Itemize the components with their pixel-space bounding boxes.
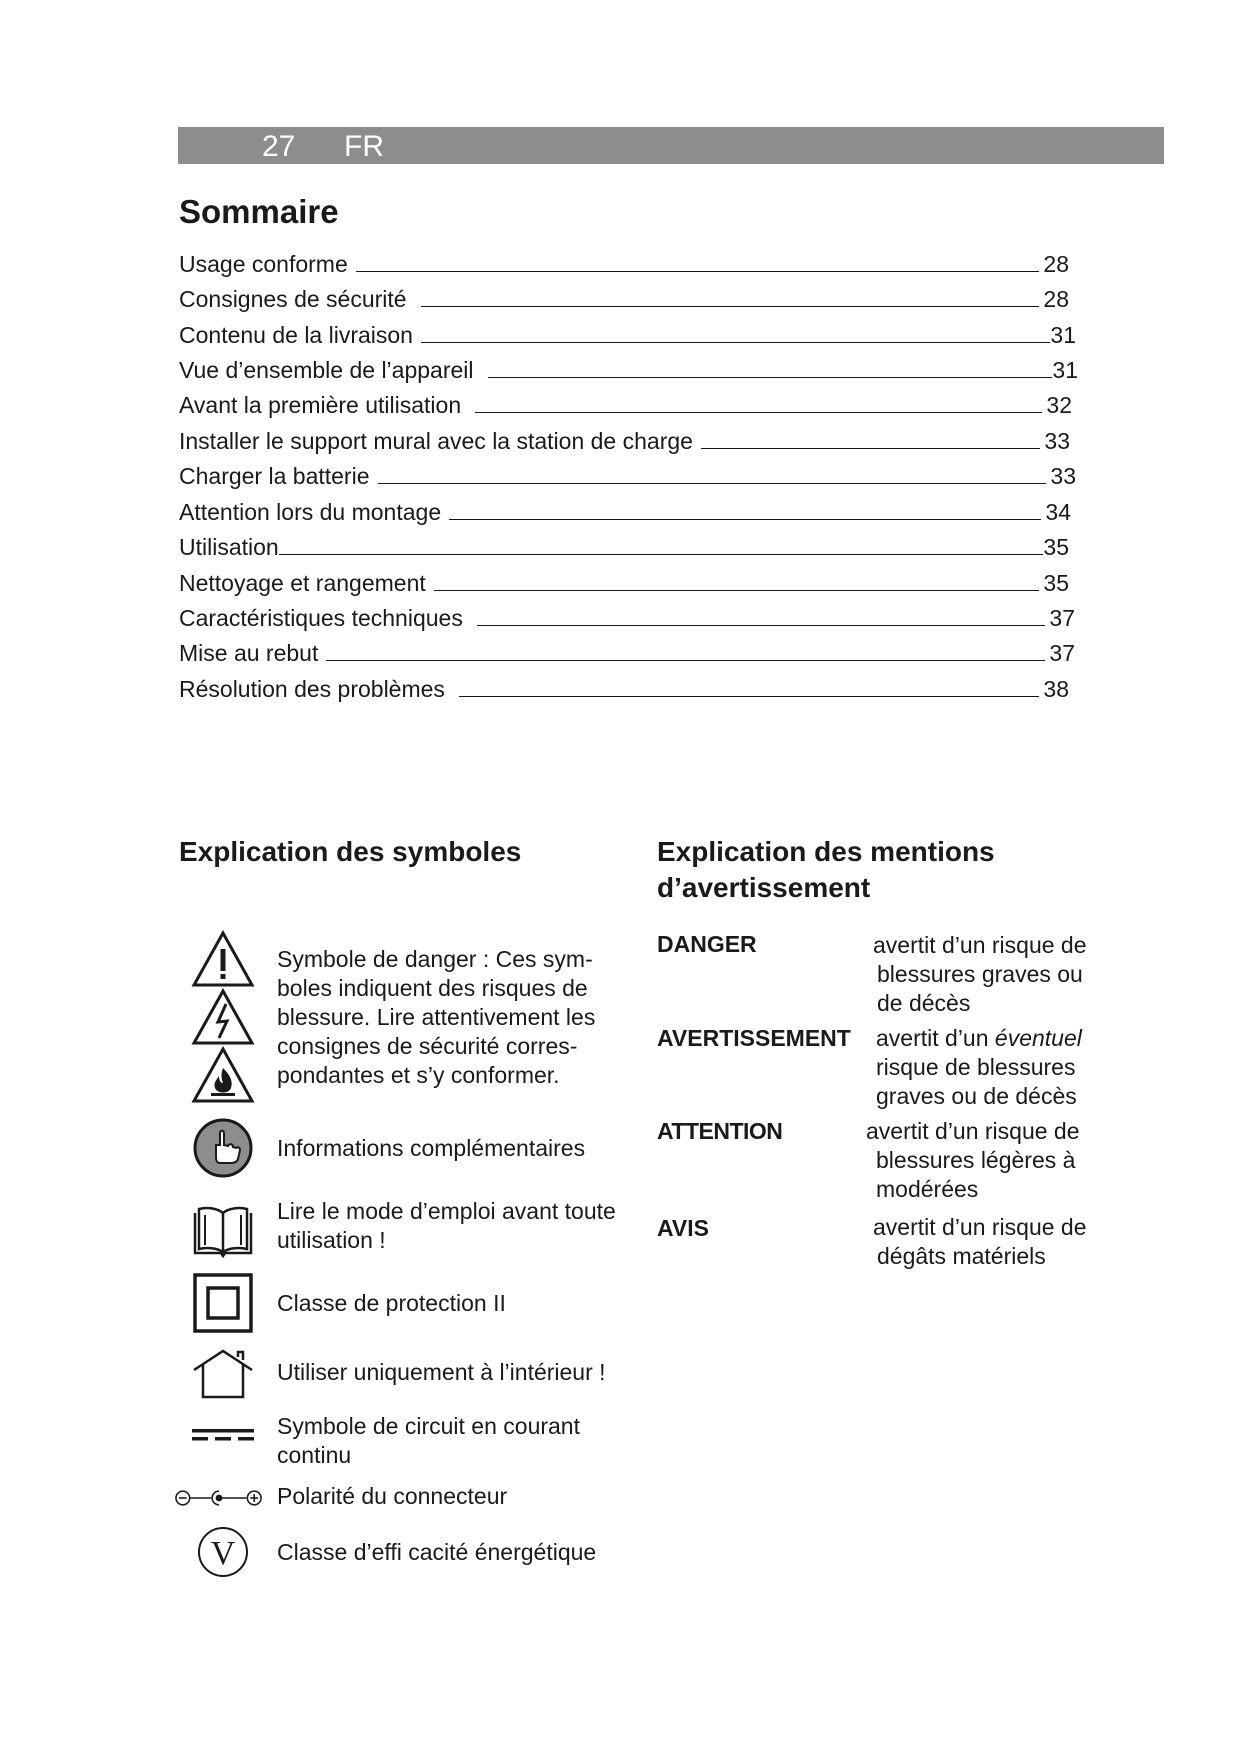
toc-item-label: Mise au rebut	[179, 640, 319, 666]
toc-item-label: Caractéristiques techniques	[179, 605, 463, 631]
toc-item[interactable]	[179, 602, 1075, 632]
symbol-text-polarity: Polarité du connecteur	[277, 1483, 508, 1509]
house-icon	[178, 1348, 268, 1400]
toc-item[interactable]	[179, 531, 1069, 561]
toc-item-page: 37	[1049, 640, 1075, 666]
toc-leader	[475, 411, 1042, 413]
warning-desc-line: blessures légères à	[876, 1147, 1076, 1173]
toc-item[interactable]	[179, 460, 1076, 490]
warning-desc-avertissement	[876, 1024, 1116, 1111]
toc-item-label: Attention lors du montage	[179, 499, 442, 525]
toc-leader	[449, 518, 1041, 520]
toc-item[interactable]	[179, 283, 1069, 313]
page-header-bar	[178, 127, 1164, 164]
toc-item[interactable]	[179, 248, 1069, 278]
toc-item[interactable]	[179, 637, 1075, 667]
warning-desc-danger	[873, 931, 1113, 1018]
toc-item-label: Résolution des problèmes	[179, 676, 445, 702]
language-code: FR	[344, 130, 384, 163]
toc-leader	[326, 659, 1045, 661]
toc-item-page: 34	[1045, 499, 1071, 525]
warning-desc-emphasis: éventuel	[994, 1025, 1082, 1051]
symbol-text-indoor: Utiliser uniquement à l’intérieur !	[277, 1359, 606, 1385]
toc-item-label: Usage conforme	[179, 251, 348, 277]
toc-item-page: 31	[1050, 322, 1076, 348]
toc-item-page: 35	[1043, 534, 1069, 560]
toc-leader	[488, 376, 1053, 378]
toc-item[interactable]	[179, 567, 1069, 597]
toc-item-page: 37	[1049, 605, 1075, 631]
toc-item[interactable]	[179, 319, 1076, 349]
toc-item-label: Installer le support mural avec la station de charge	[179, 428, 693, 454]
danger-electric-icon	[191, 988, 255, 1046]
symbol-item-polarity	[178, 1480, 648, 1516]
toc-leader	[477, 624, 1046, 626]
warning-desc-line: dégâts matériels	[877, 1243, 1046, 1269]
toc-leader	[701, 447, 1040, 449]
symbol-item-info	[178, 1117, 648, 1181]
toc-item-label: Avant la première utilisation	[179, 392, 462, 418]
toc-item-page: 33	[1050, 463, 1076, 489]
warning-term-attention: ATTENTION	[657, 1118, 783, 1144]
toc-item-label: Vue d’ensemble de l’appareil	[179, 357, 474, 383]
toc-item[interactable]	[179, 425, 1070, 455]
symbol-item-danger	[178, 930, 648, 1110]
symbol-item-efficiency	[178, 1525, 648, 1581]
page-number: 27	[262, 130, 296, 163]
warning-desc-line: modérées	[876, 1176, 979, 1202]
toc-leader	[378, 482, 1047, 484]
info-hand-icon	[178, 1117, 268, 1179]
warning-term-danger: DANGER	[657, 931, 757, 957]
toc-leader	[279, 553, 1044, 555]
warning-term-avertissement: AVERTISSEMENT	[657, 1025, 851, 1051]
warnings-title-line2: d’avertissement	[657, 872, 871, 903]
toc-item[interactable]	[179, 673, 1069, 703]
toc-leader	[434, 589, 1040, 591]
danger-exclamation-icon	[191, 930, 255, 988]
warning-desc-line: avertit d’un risque de	[873, 932, 1087, 958]
toc-item-page: 28	[1043, 286, 1069, 312]
warning-desc-part: avertit d’un	[876, 1025, 995, 1051]
toc-item-label: Charger la batterie	[179, 463, 370, 489]
danger-triangle-icons	[178, 930, 268, 1104]
toc-item-label: Utilisation	[179, 534, 279, 560]
toc-leader	[459, 695, 1039, 697]
symbol-item-dc	[178, 1412, 648, 1472]
warning-term-avis: AVIS	[657, 1215, 709, 1241]
symbols-title: Explication des symboles	[179, 836, 522, 867]
toc-title: Sommaire	[179, 193, 339, 230]
symbol-item-manual	[178, 1197, 648, 1261]
symbol-text-protection: Classe de protection II	[277, 1290, 506, 1316]
symbol-text-manual: Lire le mode d’emploi avant toute utilisation !	[277, 1198, 616, 1253]
toc-item-label: Contenu de la livraison	[179, 322, 413, 348]
toc-item[interactable]	[179, 389, 1072, 419]
polarity-icon	[174, 1487, 264, 1509]
protection-class-ii-icon	[178, 1272, 268, 1334]
warning-desc-line	[876, 1024, 1116, 1053]
symbol-text-efficiency: Classe d’effi cacité énergétique	[277, 1539, 597, 1565]
toc-item-label: Nettoyage et rangement	[179, 570, 426, 596]
toc-item-page: 28	[1043, 251, 1069, 277]
warning-desc-line: blessures graves ou	[877, 961, 1083, 987]
symbol-item-indoor	[178, 1348, 648, 1404]
warnings-title	[657, 834, 995, 906]
toc-leader	[421, 305, 1040, 307]
toc-item-page: 32	[1046, 392, 1072, 418]
warning-desc-line: avertit d’un risque de	[873, 1214, 1087, 1240]
toc-item-page: 31	[1052, 357, 1078, 383]
warning-desc-line: avertit d’un risque de	[866, 1118, 1080, 1144]
symbol-text-danger: Symbole de danger : Ces sym-boles indiquent des risques de blessure. Lire attentivement les consignes de sécurité corres-pondantes et s’y conformer.	[277, 946, 596, 1088]
toc-item-page: 33	[1044, 428, 1070, 454]
toc-item-label: Consignes de sécurité	[179, 286, 407, 312]
direct-current-icon	[178, 1427, 268, 1443]
warning-desc-line: de décès	[877, 990, 971, 1016]
warning-desc-attention	[866, 1117, 1106, 1204]
toc-leader	[356, 270, 1040, 272]
danger-fire-icon	[191, 1046, 255, 1104]
warning-desc-line: risque de blessures	[876, 1054, 1076, 1080]
warning-desc-line: graves ou de décès	[876, 1083, 1077, 1109]
symbol-text-dc: Symbole de circuit en courant continu	[277, 1413, 580, 1468]
toc-item-page: 38	[1043, 676, 1069, 702]
toc-item-page: 35	[1043, 570, 1069, 596]
efficiency-v-icon	[178, 1525, 268, 1579]
book-icon	[178, 1203, 268, 1259]
toc-item[interactable]	[179, 354, 1078, 384]
toc-leader	[421, 341, 1050, 343]
symbol-item-protection	[178, 1272, 648, 1336]
toc-item[interactable]	[179, 496, 1071, 526]
svg-text:V: V	[210, 1535, 236, 1572]
symbol-text-info: Informations complémentaires	[277, 1135, 586, 1161]
warning-desc-avis	[873, 1213, 1113, 1271]
warnings-title-line1: Explication des mentions	[657, 836, 995, 867]
